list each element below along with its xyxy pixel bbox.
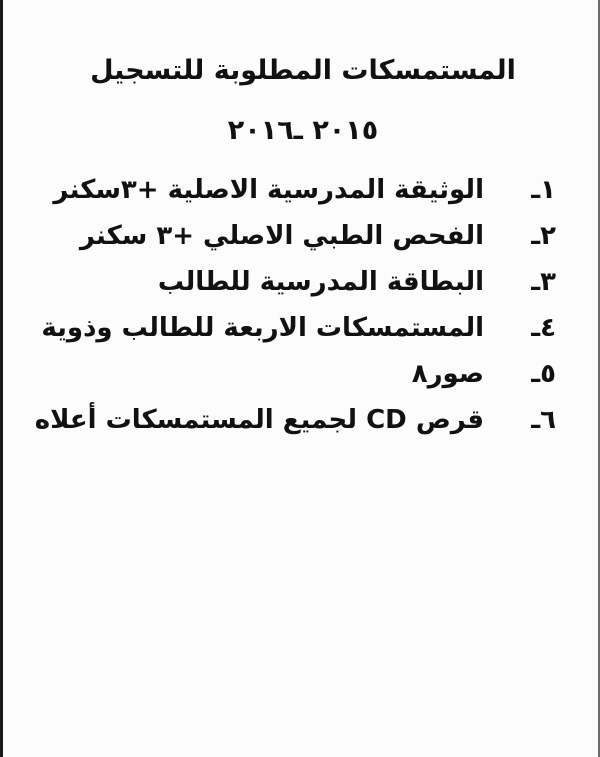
requirements-list [36,167,556,443]
item-number: ٥ـ [531,359,556,389]
list-item [36,305,556,351]
document-title: المستمسكات المطلوبة للتسجيل [90,55,516,86]
item-number: ٢ـ [531,221,556,251]
list-item [36,259,556,305]
item-text: الفحص الطبي الاصلي +٣ سكنر [79,221,484,251]
item-number: ١ـ [531,175,556,205]
item-text: صور٨ [411,359,484,389]
item-text: الوثيقة المدرسية الاصلية +٣سكنر [53,175,484,205]
item-number: ٦ـ [531,405,556,435]
item-number: ٣ـ [531,267,556,297]
academic-year: ٢٠١٥ ـ٢٠١٦ [227,115,379,146]
item-text: البطاقة المدرسية للطالب [157,267,484,297]
list-item [36,167,556,213]
list-item [36,213,556,259]
item-text: قرص CD لجميع المستمسكات أعلاه [34,405,484,435]
list-item [36,351,556,397]
item-number: ٤ـ [531,313,556,343]
item-text: المستمسكات الاربعة للطالب وذوية [41,313,484,343]
list-item [36,397,556,443]
